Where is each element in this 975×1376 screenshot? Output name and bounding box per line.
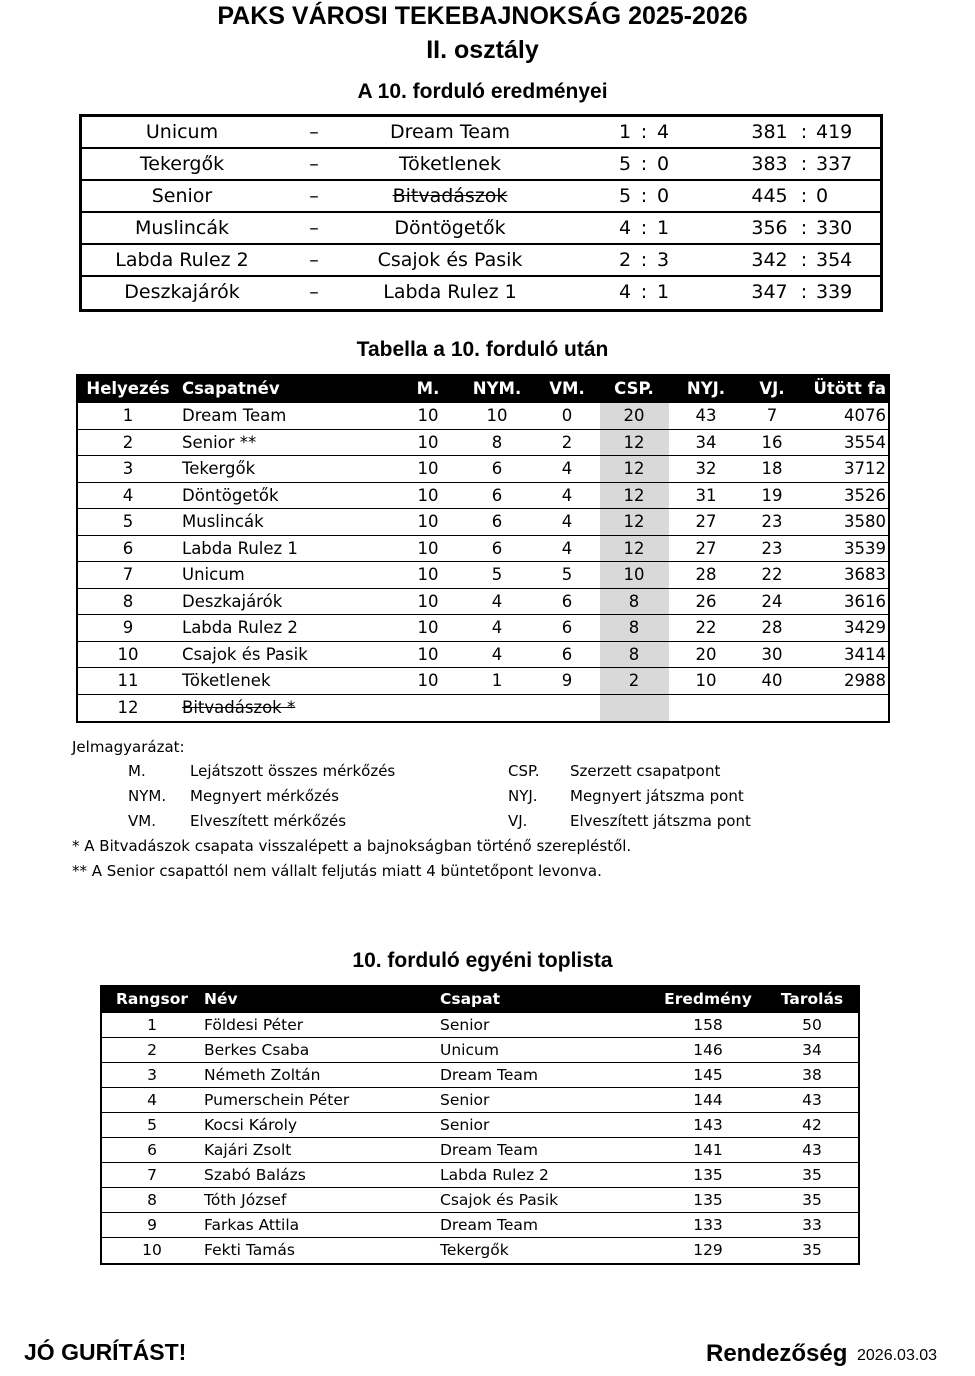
played: 10 (417, 485, 439, 505)
team-name: Unicum (182, 565, 245, 584)
home-team: Unicum (145, 121, 219, 143)
team-points: 12 (623, 485, 645, 505)
team-name: Senior ** (182, 432, 257, 452)
won: 6 (491, 485, 503, 505)
pins: 4076 (844, 406, 886, 425)
sets-lost: 7 (766, 406, 778, 425)
result-row (82, 213, 880, 245)
rank: 7 (122, 565, 134, 584)
home-pins: 445 (751, 185, 788, 207)
team-points: 8 (628, 644, 640, 664)
toplist-row (102, 1238, 858, 1263)
standings-row (78, 695, 888, 722)
rank: 6 (147, 1141, 157, 1159)
sets-won: 22 (695, 618, 717, 637)
team-name: Dream Team (182, 406, 287, 425)
clearings: 43 (802, 1091, 822, 1109)
rank: 11 (117, 671, 139, 690)
score: 129 (693, 1241, 723, 1259)
dash: – (309, 281, 319, 303)
standings-row (78, 615, 888, 642)
won: 8 (491, 432, 503, 452)
standings-row (78, 642, 888, 669)
legend-abbr: M. (128, 762, 146, 780)
footer-organizer: Rendezőség (706, 1340, 848, 1367)
sets-lost: 18 (761, 459, 783, 478)
rank: 1 (147, 1016, 157, 1034)
score-colon: : (640, 249, 648, 271)
dash: – (309, 185, 319, 207)
away-pins: 330 (816, 217, 853, 239)
player-team: Csajok és Pasik (440, 1191, 559, 1209)
won: 4 (491, 644, 503, 664)
won: 4 (491, 591, 503, 611)
lost: 4 (561, 512, 573, 531)
legend-desc: Elveszített játszma pont (570, 812, 751, 830)
legend-desc: Elveszített mérkőzés (190, 812, 347, 830)
footer-date: 2026.03.03 (857, 1347, 938, 1364)
team-points: 12 (623, 459, 645, 478)
score: 144 (693, 1091, 723, 1109)
result-row (82, 277, 880, 309)
pins-colon: : (800, 153, 808, 175)
pins: 2988 (844, 671, 886, 690)
away-pins: 354 (816, 249, 853, 271)
clearings: 43 (802, 1141, 822, 1159)
toplist-row (102, 1063, 858, 1088)
away-pins: 337 (816, 153, 853, 175)
player-name: Kajári Zsolt (204, 1141, 292, 1159)
clearings: 35 (802, 1166, 822, 1184)
won: 4 (491, 618, 503, 637)
played: 10 (417, 406, 439, 425)
header-team-name: Csapatnév (182, 379, 280, 398)
home-pins: 381 (751, 121, 788, 143)
pins-colon: : (800, 121, 808, 143)
pins: 3683 (844, 565, 886, 584)
away-score: 0 (656, 185, 670, 207)
result-row (82, 149, 880, 181)
lost: 2 (561, 432, 573, 452)
played: 10 (417, 644, 439, 664)
clearings: 42 (802, 1116, 822, 1134)
team-points: 10 (623, 565, 645, 584)
sets-lost: 30 (761, 644, 783, 664)
sets-lost: 40 (761, 671, 783, 690)
home-pins: 356 (751, 217, 788, 239)
standings-title: Tabella a 10. forduló után (356, 338, 609, 361)
sets-won: 32 (695, 459, 717, 478)
sets-won: 31 (695, 485, 717, 505)
team-points: 8 (628, 618, 640, 637)
away-team: Döntögetők (394, 217, 506, 239)
legend-note-1: * A Bitvadászok csapata visszalépett a bajnokságban történő szerepléstől. (72, 837, 632, 855)
sets-lost: 19 (761, 485, 783, 505)
lost: 6 (561, 591, 573, 611)
rank: 4 (122, 485, 134, 505)
result-row (82, 117, 880, 149)
header-rank: Helyezés (86, 379, 170, 398)
sets-won: 43 (695, 406, 717, 425)
pins: 3429 (844, 618, 886, 637)
home-team: Labda Rulez 2 (115, 249, 249, 271)
pins: 3580 (844, 512, 886, 531)
sets-won: 27 (695, 512, 717, 531)
score-colon: : (640, 217, 648, 239)
legend-title: Jelmagyarázat: (72, 738, 185, 756)
away-score: 0 (656, 153, 670, 175)
legend-abbr: NYM. (128, 787, 167, 805)
sets-won: 10 (695, 671, 717, 690)
rank: 2 (122, 432, 134, 452)
rank: 3 (147, 1066, 157, 1084)
legend-desc: Szerzett csapatpont (570, 762, 721, 780)
clearings: 33 (802, 1216, 822, 1234)
won: 10 (486, 406, 508, 425)
score-colon: : (640, 121, 648, 143)
team-name: Labda Rulez 1 (182, 538, 298, 558)
dash: – (309, 249, 319, 271)
played: 10 (417, 459, 439, 478)
rank: 7 (147, 1166, 157, 1184)
away-team: Csajok és Pasik (377, 249, 523, 271)
pins: 3616 (844, 591, 886, 611)
footer-greeting: JÓ GURÍTÁST! (24, 1339, 187, 1365)
team-points: 8 (628, 591, 640, 611)
player-team: Senior (440, 1016, 490, 1034)
player-name: Szabó Balázs (204, 1166, 306, 1184)
result-row (82, 181, 880, 213)
clearings: 38 (802, 1066, 822, 1084)
player-team: Labda Rulez 2 (440, 1166, 549, 1184)
toplist-row (102, 1213, 858, 1238)
team-name: Töketlenek (182, 671, 271, 690)
standings-header (78, 376, 888, 403)
played: 10 (417, 671, 439, 690)
lost: 4 (561, 538, 573, 558)
toplist-row (102, 1188, 858, 1213)
header-sets-lost: VJ. (759, 379, 785, 398)
rank: 2 (147, 1041, 157, 1059)
lost: 4 (561, 485, 573, 505)
toplist-row (102, 1113, 858, 1138)
legend-desc: Lejátszott összes mérkőzés (190, 762, 396, 780)
toplist-row (102, 1013, 858, 1038)
score: 135 (693, 1166, 723, 1184)
standings-row (78, 536, 888, 563)
player-team: Tekergők (440, 1241, 509, 1259)
home-score: 4 (618, 217, 632, 239)
away-team: Bitvadászok (392, 185, 508, 207)
home-team: Tekergők (139, 153, 225, 175)
home-pins: 347 (751, 281, 788, 303)
away-score: 4 (656, 121, 670, 143)
rank: 9 (147, 1216, 157, 1234)
legend-abbr: CSP. (508, 762, 540, 780)
won: 5 (491, 565, 503, 584)
sets-lost: 16 (761, 432, 783, 452)
lost: 9 (561, 671, 573, 690)
sets-lost: 24 (761, 591, 783, 611)
played: 10 (417, 565, 439, 584)
page-title: PAKS VÁROSI TEKEBAJNOKSÁG 2025-2026 (217, 2, 748, 30)
player-team: Senior (440, 1116, 490, 1134)
player-team: Unicum (440, 1041, 499, 1059)
rank: 1 (122, 406, 134, 425)
legend-note-2: ** A Senior csapattól nem vállalt feljutás miatt 4 büntetőpont levonva. (72, 862, 602, 880)
sets-won: 34 (695, 432, 717, 452)
standings-row (78, 589, 888, 616)
player-name: Pumerschein Péter (204, 1091, 350, 1109)
toplist-title: 10. forduló egyéni toplista (352, 949, 613, 972)
lost: 6 (561, 644, 573, 664)
lost: 6 (561, 618, 573, 637)
away-team: Labda Rulez 1 (383, 281, 517, 303)
header-clearings: Tarolás (780, 990, 844, 1008)
results-table (79, 114, 883, 312)
standings-row (78, 483, 888, 510)
clearings: 50 (802, 1016, 822, 1034)
rank: 3 (122, 459, 134, 478)
away-score: 1 (656, 217, 670, 239)
pins-colon: : (800, 185, 808, 207)
away-team: Dream Team (389, 121, 511, 143)
header-player-team: Csapat (440, 990, 501, 1008)
sets-won: 20 (695, 644, 717, 664)
results-title: A 10. forduló eredményei (357, 80, 608, 103)
legend-abbr: VM. (128, 812, 156, 830)
score-colon: : (640, 281, 648, 303)
team-name: Csajok és Pasik (182, 644, 308, 664)
sets-lost: 22 (761, 565, 783, 584)
score: 146 (693, 1041, 723, 1059)
played: 10 (417, 432, 439, 452)
team-name: Tekergők (182, 459, 256, 478)
score-colon: : (640, 185, 648, 207)
rank: 4 (147, 1091, 157, 1109)
won: 1 (491, 671, 503, 690)
result-row (82, 245, 880, 277)
header-won: NYM. (472, 379, 522, 398)
score: 133 (693, 1216, 723, 1234)
played: 10 (417, 591, 439, 611)
sets-lost: 28 (761, 618, 783, 637)
player-team: Dream Team (440, 1066, 538, 1084)
dash: – (309, 153, 319, 175)
home-pins: 342 (751, 249, 788, 271)
pins: 3414 (844, 644, 886, 664)
rank: 6 (122, 538, 134, 558)
legend-desc: Megnyert játszma pont (570, 787, 744, 805)
standings-row (78, 668, 888, 695)
sets-won: 28 (695, 565, 717, 584)
pins: 3712 (844, 459, 886, 478)
score: 158 (693, 1016, 723, 1034)
legend-desc: Megnyert mérkőzés (190, 787, 339, 805)
team-points: 12 (623, 538, 645, 558)
lost: 0 (561, 406, 573, 425)
header-score: Eredmény (664, 990, 752, 1008)
rank: 5 (122, 512, 134, 531)
dash: – (309, 217, 319, 239)
toplist-row (102, 1138, 858, 1163)
team-name: Deszkajárók (182, 591, 283, 611)
pins: 3554 (844, 432, 886, 452)
away-score: 1 (656, 281, 670, 303)
home-score: 4 (618, 281, 632, 303)
home-score: 1 (618, 121, 632, 143)
player-name: Fekti Tamás (204, 1241, 295, 1259)
player-team: Dream Team (440, 1141, 538, 1159)
sets-lost: 23 (761, 512, 783, 531)
rank: 10 (117, 644, 139, 664)
team-name: Labda Rulez 2 (182, 618, 298, 637)
standings-row (78, 403, 888, 430)
rank: 9 (122, 618, 134, 637)
home-score: 5 (618, 153, 632, 175)
pins-colon: : (800, 217, 808, 239)
header-lost: VM. (549, 379, 585, 398)
away-pins: 339 (816, 281, 853, 303)
player-name: Tóth József (204, 1191, 287, 1209)
pins: 3539 (844, 538, 886, 558)
page-subtitle: II. osztály (426, 36, 539, 64)
away-score: 3 (656, 249, 670, 271)
home-team: Senior (151, 185, 213, 207)
legend-abbr: NYJ. (508, 787, 538, 805)
sets-won: 27 (695, 538, 717, 558)
played: 10 (417, 618, 439, 637)
rank: 12 (117, 697, 139, 717)
team-points: 20 (623, 406, 645, 425)
toplist-row (102, 1163, 858, 1188)
team-points: 12 (623, 432, 645, 452)
score: 135 (693, 1191, 723, 1209)
rank: 8 (122, 591, 134, 611)
standings-row (78, 456, 888, 483)
toplist-row (102, 1088, 858, 1113)
lost: 4 (561, 459, 573, 478)
player-name: Berkes Csaba (204, 1041, 310, 1059)
player-team: Dream Team (440, 1216, 538, 1234)
pins-colon: : (800, 249, 808, 271)
header-sets-won: NYJ. (686, 379, 726, 398)
standings-table (76, 374, 890, 723)
player-name: Németh Zoltán (204, 1066, 321, 1084)
sets-lost: 23 (761, 538, 783, 558)
sets-won: 26 (695, 591, 717, 611)
legend-abbr: VJ. (508, 812, 528, 830)
header-rank: Rangsor (115, 990, 189, 1008)
team-name: Döntögetők (182, 485, 279, 505)
player-name: Kocsi Károly (204, 1116, 298, 1134)
score: 143 (693, 1116, 723, 1134)
rank: 5 (147, 1116, 157, 1134)
score: 141 (693, 1141, 723, 1159)
clearings: 35 (802, 1191, 822, 1209)
player-name: Földesi Péter (204, 1016, 304, 1034)
lost: 5 (561, 565, 573, 584)
pins-colon: : (800, 281, 808, 303)
header-player-name: Név (204, 990, 238, 1008)
won: 6 (491, 512, 503, 531)
score-colon: : (640, 153, 648, 175)
away-team: Töketlenek (399, 153, 501, 175)
rank: 10 (142, 1241, 162, 1259)
standings-row (78, 509, 888, 536)
played: 10 (417, 512, 439, 531)
pins: 3526 (844, 485, 886, 505)
header-pins: Ütött fa (813, 379, 886, 398)
standings-row (78, 562, 888, 589)
team-points: 12 (623, 512, 645, 531)
toplist-table (100, 985, 860, 1265)
home-pins: 383 (751, 153, 788, 175)
home-score: 2 (618, 249, 632, 271)
won: 6 (491, 538, 503, 558)
score: 145 (693, 1066, 723, 1084)
standings-row (78, 430, 888, 457)
dash: – (309, 121, 319, 143)
home-team: Deszkajárók (124, 281, 240, 303)
home-team: Muslincák (134, 217, 230, 239)
team-name: Muslincák (182, 512, 264, 531)
team-name: Bitvadászok * (182, 697, 296, 717)
player-name: Farkas Attila (204, 1216, 300, 1234)
toplist-row (102, 1038, 858, 1063)
clearings: 35 (802, 1241, 822, 1259)
home-score: 5 (618, 185, 632, 207)
played: 10 (417, 538, 439, 558)
toplist-header (102, 987, 858, 1013)
player-team: Senior (440, 1091, 490, 1109)
header-team-points: CSP. (614, 379, 654, 398)
team-points: 2 (628, 671, 640, 690)
rank: 8 (147, 1191, 157, 1209)
away-pins: 419 (816, 121, 853, 143)
away-pins: 0 (816, 185, 829, 207)
header-played: M. (416, 379, 440, 398)
clearings: 34 (802, 1041, 822, 1059)
won: 6 (491, 459, 503, 478)
